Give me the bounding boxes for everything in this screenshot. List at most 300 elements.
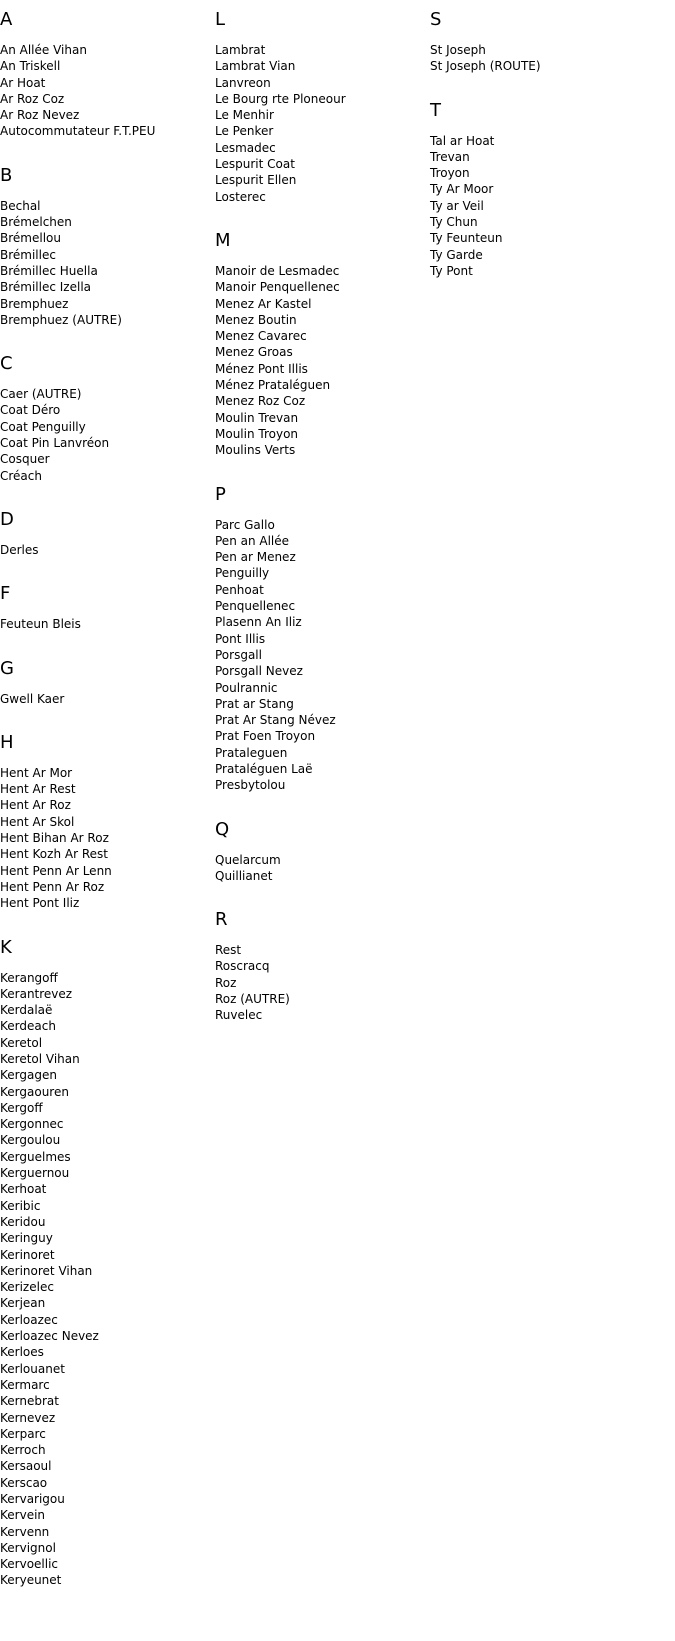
list-item [0, 895, 210, 911]
list-item [0, 230, 210, 246]
place-link[interactable]: Brémellou [0, 231, 61, 246]
place-link[interactable]: Coat Pin Lanvréon [0, 436, 110, 451]
place-link[interactable]: Penquellenec [215, 599, 296, 614]
list-item [215, 156, 425, 172]
place-link[interactable]: Lambrat [215, 43, 266, 57]
place-link[interactable]: Kerloes [0, 1345, 44, 1360]
place-list [215, 942, 425, 1023]
list-item [0, 1002, 210, 1018]
letter-heading: L [215, 9, 226, 30]
list-item [430, 149, 640, 165]
place-link[interactable]: Kervenn [0, 1524, 50, 1539]
letter-group-s [430, 6, 640, 75]
list-item [215, 852, 425, 868]
list-item [0, 1410, 210, 1426]
list-item [215, 361, 425, 377]
list-item [0, 1198, 210, 1214]
list-item [0, 970, 210, 986]
list-item [0, 1458, 210, 1474]
letter-group-t [430, 97, 640, 280]
letter-group-a [0, 6, 210, 140]
place-link[interactable]: Moulin Trevan [215, 410, 299, 425]
place-link[interactable]: Prataleguen [215, 745, 288, 760]
list-item [0, 1165, 210, 1181]
list-item [215, 410, 425, 426]
list-item [0, 468, 210, 484]
place-link[interactable]: Ty Chun [430, 215, 478, 230]
place-list [430, 133, 640, 280]
list-item [0, 1491, 210, 1507]
place-link[interactable]: Kerinoret Vihan [0, 1263, 93, 1278]
place-link[interactable]: An Triskell [0, 59, 61, 74]
letter-heading: A [0, 9, 13, 30]
list-item [0, 1132, 210, 1148]
place-link[interactable]: Le Menhir [215, 108, 274, 123]
place-link[interactable]: Feuteun Bleis [0, 617, 81, 632]
letter-group-p [215, 481, 425, 794]
place-link[interactable]: Kergoff [0, 1100, 43, 1115]
list-item [215, 442, 425, 458]
place-list [215, 42, 425, 205]
place-link[interactable]: Kergaouren [0, 1084, 69, 1099]
place-link[interactable]: Kerlouanet [0, 1361, 65, 1376]
place-link[interactable]: Roscracq [215, 959, 270, 974]
place-link[interactable]: Kerjean [0, 1296, 46, 1311]
place-link[interactable]: Kerscao [0, 1475, 48, 1490]
place-link[interactable]: Keribic [0, 1198, 41, 1213]
list-item [215, 745, 425, 761]
list-item [215, 172, 425, 188]
place-link[interactable]: Menez Boutin [215, 312, 297, 327]
place-link[interactable]: Presbytolou [215, 778, 286, 793]
place-link[interactable]: Penguilly [215, 566, 270, 581]
place-list [215, 517, 425, 794]
list-item [430, 58, 640, 74]
place-link[interactable]: Keretol Vihan [0, 1051, 80, 1066]
list-item [0, 419, 210, 435]
list-item [0, 91, 210, 107]
list-item [0, 1149, 210, 1165]
list-item [0, 451, 210, 467]
list-item [0, 797, 210, 813]
list-item [0, 1393, 210, 1409]
place-link[interactable]: Ty Feunteun [430, 231, 503, 246]
list-item [215, 549, 425, 565]
list-item [0, 1426, 210, 1442]
place-link[interactable]: Losterec [215, 189, 266, 204]
place-link[interactable]: Rest [215, 943, 242, 958]
letter-group-r [215, 906, 425, 1023]
place-link[interactable]: Ar Roz Nevez [0, 108, 80, 123]
list-item [215, 631, 425, 647]
place-link[interactable]: Menez Ar Kastel [215, 296, 312, 311]
list-item [215, 991, 425, 1007]
place-link[interactable]: Pont Illis [215, 631, 266, 646]
list-item [0, 879, 210, 895]
list-item [0, 1540, 210, 1556]
place-link[interactable]: Prat Ar Stang Névez [215, 713, 336, 728]
list-item [215, 1007, 425, 1023]
place-list [0, 616, 210, 632]
list-item [0, 1084, 210, 1100]
place-link[interactable]: Kerguelmes [0, 1149, 71, 1164]
letter-heading: Q [215, 818, 230, 840]
list-item [0, 1377, 210, 1393]
index-column-1 [0, 6, 210, 1611]
list-item [430, 263, 640, 279]
list-item [0, 1556, 210, 1572]
place-link[interactable]: Parc Gallo [215, 517, 275, 532]
list-item [0, 402, 210, 418]
place-link[interactable]: Kervein [0, 1508, 46, 1523]
letter-heading: T [430, 99, 441, 121]
place-link[interactable]: Ty ar Veil [430, 198, 484, 213]
letter-group-l [215, 6, 425, 205]
list-item [430, 133, 640, 149]
list-item [430, 198, 640, 214]
list-item [0, 814, 210, 830]
list-item [0, 1116, 210, 1132]
list-item [215, 42, 425, 58]
place-list [430, 42, 640, 75]
list-item [0, 435, 210, 451]
list-item [430, 181, 640, 197]
place-link[interactable]: Trevan [430, 149, 470, 164]
list-item [0, 1442, 210, 1458]
letter-heading: B [0, 164, 13, 186]
list-item [215, 975, 425, 991]
list-item [0, 1230, 210, 1246]
place-link[interactable]: Hent Ar Rest [0, 782, 76, 797]
list-item [0, 1247, 210, 1263]
letter-heading: G [0, 657, 14, 679]
list-item [430, 165, 640, 181]
place-link[interactable]: Kernebrat [0, 1394, 59, 1409]
list-item [215, 377, 425, 393]
list-item [430, 247, 640, 263]
place-link[interactable]: Menez Roz Coz [215, 394, 306, 409]
place-link[interactable]: Keridou [0, 1214, 46, 1229]
place-link[interactable]: Prataléguen Laë [215, 761, 313, 776]
place-link[interactable]: Menez Groas [215, 345, 293, 360]
list-item [215, 296, 425, 312]
place-link[interactable]: Roz [215, 975, 237, 990]
list-item [0, 386, 210, 402]
list-item [215, 312, 425, 328]
place-list [0, 765, 210, 912]
place-link[interactable]: Kernevez [0, 1410, 56, 1425]
place-link[interactable]: Moulins Verts [215, 443, 296, 458]
place-link[interactable]: Kerhoat [0, 1182, 47, 1197]
list-item [215, 565, 425, 581]
place-link[interactable]: Manoir de Lesmadec [215, 263, 340, 278]
list-item [0, 1018, 210, 1034]
place-link[interactable]: Kerinoret [0, 1247, 55, 1262]
place-list [0, 42, 210, 140]
place-link[interactable]: Quelarcum [215, 852, 281, 867]
place-link[interactable]: Autocommutateur F.T.PEU [0, 124, 156, 139]
place-link[interactable]: Bechal [0, 198, 41, 213]
place-list [0, 386, 210, 484]
list-item [215, 91, 425, 107]
place-link[interactable]: Hent Ar Skol [0, 814, 75, 829]
list-item [0, 296, 210, 312]
place-link[interactable]: Pen an Allée [215, 533, 290, 548]
list-item [0, 1312, 210, 1328]
list-item [0, 863, 210, 879]
list-item [215, 140, 425, 156]
list-item [0, 1214, 210, 1230]
list-item [215, 393, 425, 409]
place-link[interactable]: Kervoellic [0, 1557, 59, 1572]
place-list [0, 691, 210, 707]
list-item [215, 107, 425, 123]
list-item [0, 214, 210, 230]
list-item [215, 728, 425, 744]
place-link[interactable]: Hent Bihan Ar Roz [0, 831, 109, 846]
place-link[interactable]: Ruvelec [215, 1008, 263, 1023]
list-item [0, 1572, 210, 1588]
place-link[interactable]: Kersaoul [0, 1459, 52, 1474]
place-link[interactable]: Kerdeach [0, 1019, 56, 1034]
place-link[interactable]: Lesmadec [215, 140, 276, 155]
place-link[interactable]: Bremphuez [0, 296, 69, 311]
list-item [0, 58, 210, 74]
place-link[interactable]: Plasenn An Iliz [215, 615, 302, 630]
list-item [430, 214, 640, 230]
index-column-2 [215, 6, 425, 1046]
place-link[interactable]: Hent Penn Ar Roz [0, 879, 105, 894]
place-link[interactable]: Gwell Kaer [0, 691, 65, 706]
place-link[interactable]: Kerloazec [0, 1312, 58, 1327]
place-link[interactable]: Roz (AUTRE) [215, 992, 290, 1007]
list-item [215, 189, 425, 205]
letter-group-m [215, 227, 425, 459]
list-item [0, 1100, 210, 1116]
list-item [215, 75, 425, 91]
place-link[interactable]: Tal ar Hoat [430, 133, 495, 148]
list-item [0, 1279, 210, 1295]
list-item [0, 1295, 210, 1311]
list-item [0, 1067, 210, 1083]
list-item [0, 1181, 210, 1197]
letter-group-d [0, 506, 210, 558]
list-item [0, 263, 210, 279]
place-link[interactable]: Troyon [430, 166, 470, 181]
place-link[interactable]: Lambrat Vian [215, 59, 296, 74]
list-item [0, 312, 210, 328]
list-item [0, 123, 210, 139]
place-link[interactable]: Brémillec Izella [0, 280, 92, 295]
list-item [215, 942, 425, 958]
place-link[interactable]: Poulrannic [215, 680, 278, 695]
place-link[interactable]: Kerparc [0, 1426, 46, 1441]
list-item [215, 582, 425, 598]
list-item [430, 42, 640, 58]
list-item [0, 1035, 210, 1051]
list-item [0, 247, 210, 263]
list-item [0, 691, 210, 707]
place-link[interactable]: Hent Penn Ar Lenn [0, 863, 112, 878]
place-link[interactable]: Hent Pont Iliz [0, 896, 80, 911]
list-item [215, 777, 425, 793]
list-item [215, 663, 425, 679]
list-item [215, 696, 425, 712]
list-item [0, 1051, 210, 1067]
list-item [215, 426, 425, 442]
list-item [0, 107, 210, 123]
list-item [0, 75, 210, 91]
place-link[interactable]: Le Bourg rte Ploneour [215, 91, 346, 106]
place-link[interactable]: Kerangoff [0, 970, 58, 985]
place-link[interactable]: Porsgall Nevez [215, 664, 303, 679]
list-item [0, 1344, 210, 1360]
list-item [0, 846, 210, 862]
place-link[interactable]: Brémelchen [0, 215, 72, 230]
place-link[interactable]: Ar Roz Coz [0, 91, 65, 106]
list-item [215, 533, 425, 549]
place-link[interactable]: Ty Garde [430, 247, 483, 262]
place-link[interactable]: Derles [0, 542, 39, 557]
place-link[interactable]: Kerantrevez [0, 986, 73, 1001]
place-link[interactable]: Kergoulou [0, 1133, 61, 1148]
place-link[interactable]: Quillianet [215, 868, 273, 883]
letter-group-g [0, 655, 210, 707]
list-item [0, 1328, 210, 1344]
place-link[interactable]: Coat Penguilly [0, 419, 86, 434]
letter-group-k [0, 934, 210, 1589]
place-link[interactable]: Kervarigou [0, 1492, 65, 1506]
place-link[interactable]: Porsgall [215, 647, 262, 662]
place-link[interactable]: Ar Hoat [0, 75, 46, 90]
letter-heading: R [215, 909, 228, 931]
place-list [0, 970, 210, 1589]
letter-heading: H [0, 731, 14, 753]
place-link[interactable]: Kergonnec [0, 1117, 64, 1132]
place-link[interactable]: Créach [0, 468, 42, 483]
place-link[interactable]: Ménez Pont Illis [215, 361, 308, 376]
list-item [0, 830, 210, 846]
place-link[interactable]: Le Penker [215, 124, 274, 139]
place-link[interactable]: Manoir Penquellenec [215, 280, 340, 295]
place-link[interactable]: Ty Ar Moor [430, 182, 494, 197]
list-item [0, 1475, 210, 1491]
letter-heading: C [0, 353, 13, 375]
list-item [0, 986, 210, 1002]
place-link[interactable]: Kerroch [0, 1443, 46, 1458]
list-item [0, 765, 210, 781]
place-link[interactable]: St Joseph [430, 43, 486, 57]
list-item [430, 230, 640, 246]
letter-heading: D [0, 508, 14, 530]
place-link[interactable]: Lespurit Ellen [215, 173, 297, 188]
list-item [0, 1507, 210, 1523]
place-link[interactable]: Kervignol [0, 1540, 56, 1555]
list-item [215, 344, 425, 360]
letter-heading: M [215, 229, 231, 251]
place-link[interactable]: Ty Pont [430, 263, 473, 278]
list-item [215, 958, 425, 974]
list-item [0, 542, 210, 558]
letter-group-b [0, 162, 210, 328]
list-item [215, 868, 425, 884]
place-link[interactable]: Caer (AUTRE) [0, 387, 82, 402]
letter-heading: F [0, 583, 11, 605]
place-link[interactable]: Keretol [0, 1035, 43, 1050]
list-item [215, 279, 425, 295]
letter-group-h [0, 729, 210, 912]
index-column-3 [430, 6, 640, 301]
place-list [215, 263, 425, 459]
place-link[interactable]: St Joseph (ROUTE) [430, 59, 541, 74]
place-link[interactable]: Prat ar Stang [215, 696, 294, 711]
place-link[interactable]: Pen ar Menez [215, 550, 296, 565]
list-item [0, 781, 210, 797]
place-list [0, 198, 210, 328]
list-item [215, 328, 425, 344]
place-link[interactable]: Moulin Troyon [215, 426, 299, 441]
place-link[interactable]: Kergagen [0, 1068, 57, 1083]
place-link[interactable]: Hent Kozh Ar Rest [0, 847, 108, 862]
list-item [215, 761, 425, 777]
list-item [0, 42, 210, 58]
list-item [215, 123, 425, 139]
list-item [215, 598, 425, 614]
letter-heading: P [215, 483, 226, 505]
place-link[interactable]: Keringuy [0, 1231, 53, 1246]
place-link[interactable]: An Allée Vihan [0, 43, 87, 57]
place-link[interactable]: Penhoat [215, 582, 264, 597]
place-link[interactable]: Ménez Pratal​éguen [215, 378, 331, 393]
letter-group-q [215, 816, 425, 885]
list-item [215, 680, 425, 696]
list-item [215, 58, 425, 74]
list-item [215, 263, 425, 279]
place-link[interactable]: Lanvreon [215, 75, 271, 90]
list-item [0, 1361, 210, 1377]
place-link[interactable]: Hent Ar Mor [0, 765, 73, 780]
list-item [215, 517, 425, 533]
letter-heading: S [430, 9, 442, 30]
place-link[interactable]: Kerguernou [0, 1166, 70, 1181]
place-link[interactable]: Bremphuez (AUTRE) [0, 312, 122, 327]
place-link[interactable]: Kerloazec Nevez [0, 1329, 99, 1344]
place-link[interactable]: Kerizelec [0, 1280, 54, 1295]
place-link[interactable]: Keryeunet [0, 1573, 62, 1588]
place-link[interactable]: Cosquer [0, 452, 50, 467]
place-link[interactable]: Brémillec [0, 247, 56, 262]
list-item [0, 1524, 210, 1540]
list-item [0, 1263, 210, 1279]
place-link[interactable]: Hent Ar Roz [0, 798, 71, 813]
list-item [215, 614, 425, 630]
place-link[interactable]: Kerdalaë [0, 1003, 53, 1018]
place-link[interactable]: Brémillec Huella [0, 263, 98, 278]
place-link[interactable]: Coat Déro [0, 403, 61, 418]
letter-group-c [0, 350, 210, 484]
place-link[interactable]: Prat Foen Troyon [215, 729, 316, 744]
place-link[interactable]: Kermarc [0, 1377, 50, 1392]
letter-heading: K [0, 936, 12, 958]
list-item [0, 279, 210, 295]
list-item [0, 616, 210, 632]
place-list [0, 542, 210, 558]
list-item [215, 647, 425, 663]
place-link[interactable]: Lespurit Coat [215, 157, 295, 172]
place-link[interactable]: Menez Cavarec [215, 329, 307, 344]
list-item [215, 712, 425, 728]
letter-group-f [0, 580, 210, 632]
